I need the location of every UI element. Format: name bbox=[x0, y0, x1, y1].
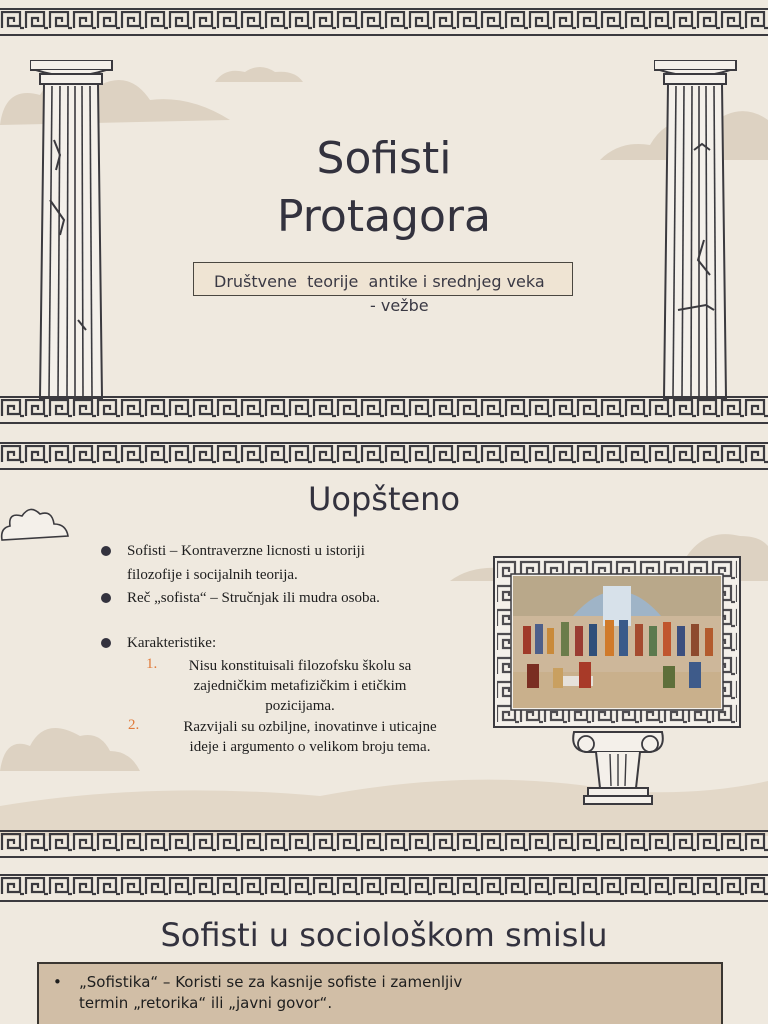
list-number: 2. bbox=[128, 717, 140, 733]
bullet-text: Karakteristike: bbox=[127, 635, 217, 651]
bullet-text: Reč „sofista“ – Stručnjak ili mudra osoba. bbox=[127, 590, 380, 606]
list-item-text: Nisu konstituisali filozofsku školu sa bbox=[188, 658, 412, 674]
ionic-column-pedestal bbox=[570, 728, 666, 808]
title-slide bbox=[0, 0, 768, 428]
bullet-dot bbox=[101, 546, 111, 556]
bullet-glyph: • bbox=[53, 973, 62, 991]
bullet-text: filozofije i socijalnih teorija. bbox=[127, 567, 298, 583]
cloud-decoration bbox=[215, 62, 305, 86]
bullet-dot bbox=[101, 638, 111, 648]
subtitle-suffix: - vežbe bbox=[370, 296, 429, 315]
subtitle-text: Društvene teorije antike i srednjeg veka bbox=[214, 272, 545, 291]
slide-heading: Sofisti u sociološkom smislu bbox=[160, 916, 608, 954]
slide-title-line1: Sofisti bbox=[316, 133, 452, 184]
list-number: 1. bbox=[146, 656, 158, 672]
bullet-text: Sofisti – Kontraverzne licnosti u istoriji bbox=[127, 543, 365, 559]
sociology-slide bbox=[0, 872, 768, 1024]
painting-frame bbox=[493, 556, 741, 728]
meander-border-bottom bbox=[0, 830, 768, 858]
list-item-text: pozicijama. bbox=[265, 698, 335, 714]
box-text-line: „Sofistika“ – Koristi se za kasnije sofiste i zamenljiv bbox=[79, 973, 463, 991]
school-of-athens-painting bbox=[513, 576, 721, 708]
content-box bbox=[37, 962, 723, 1024]
overview-slide bbox=[0, 436, 768, 864]
list-item-text: Razvijali su ozbiljne, inovatinve i uticajne bbox=[183, 719, 437, 735]
slide-heading: Uopšteno bbox=[307, 480, 461, 518]
list-item-text: zajedničkim metafizičkim i etičkim bbox=[193, 678, 407, 694]
list-item-text: ideje i argumento o velikom broju tema. bbox=[189, 739, 431, 755]
subtitle-box bbox=[193, 262, 573, 296]
meander-border-top bbox=[0, 442, 768, 470]
bullet-dot bbox=[101, 593, 111, 603]
meander-border-top bbox=[0, 874, 768, 902]
slide-title-line2: Protagora bbox=[277, 191, 491, 242]
meander-border-bottom bbox=[0, 396, 768, 424]
meander-border-top bbox=[0, 8, 768, 36]
box-text-line: termin „retorika“ ili „javni govor“. bbox=[79, 994, 333, 1012]
